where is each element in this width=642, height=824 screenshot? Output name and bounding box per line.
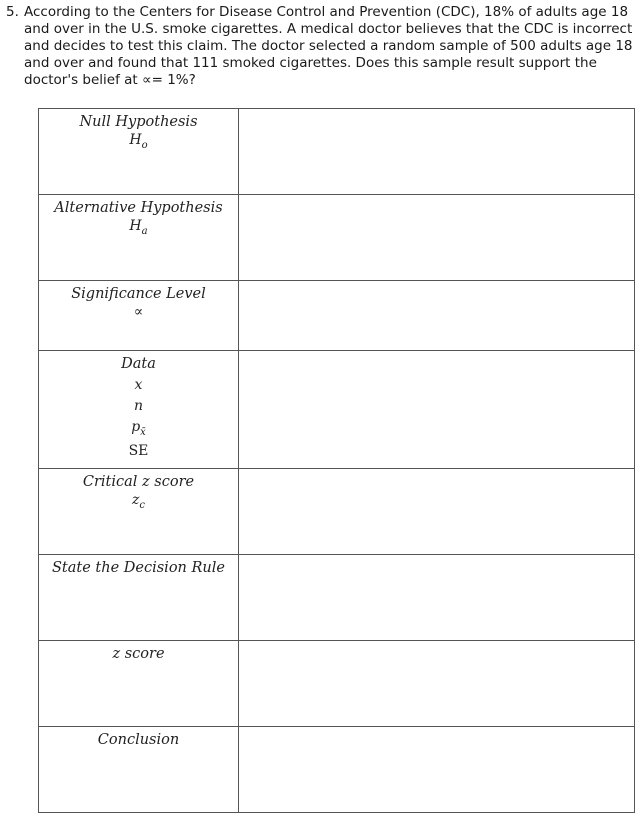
hypothesis-test-worksheet [38, 108, 635, 813]
label-cell [39, 727, 239, 813]
row-label: Null Hypothesis [79, 114, 198, 130]
answer-cell-z-score[interactable] [239, 641, 635, 727]
row-label: Conclusion [97, 732, 180, 748]
label-cell [39, 109, 239, 195]
answer-cell-significance-level[interactable] [239, 281, 635, 351]
problem-text: According to the Centers for Disease Control and Prevention (CDC), 18% of adults age 18 and over in the U.S. smoke cigarettes. A medical doctor believes that the CDC is incorrect and decides to test this claim. The doctor selected a random sample of 500 adults age 18 and over and found that 111 smoked cigarettes. Does this sample result support the doctor's belief at ∝= 1%? [24, 4, 633, 88]
answer-cell-alternative-hypothesis[interactable] [239, 195, 635, 281]
problem-number: 5. [6, 4, 19, 20]
answer-cell-data[interactable] [239, 351, 635, 469]
label-cell [39, 555, 239, 641]
n-symbol: n [133, 398, 144, 414]
row-conclusion [39, 727, 635, 813]
answer-cell-null-hypothesis[interactable] [239, 109, 635, 195]
row-label: Data [121, 356, 156, 372]
label-cell [39, 195, 239, 281]
row-label: Significance Level [71, 286, 206, 302]
label-cell [39, 469, 239, 555]
symbol-subscript: a [141, 225, 148, 237]
symbol-base: H [129, 132, 142, 148]
row-null-hypothesis [39, 109, 635, 195]
alpha-symbol: ∝ [133, 304, 144, 320]
row-label: Alternative Hypothesis [54, 200, 223, 216]
answer-cell-decision-rule[interactable] [239, 555, 635, 641]
row-data [39, 351, 635, 469]
se-symbol: SE [128, 442, 149, 459]
symbol-base: p [131, 419, 141, 435]
problem-statement [6, 4, 636, 89]
symbol-base: H [129, 218, 142, 234]
label-cell [39, 351, 239, 469]
row-label: State the Decision Rule [52, 560, 225, 576]
row-label: z score [112, 646, 165, 662]
row-significance-level [39, 281, 635, 351]
symbol-subscript: x̄ [140, 426, 146, 438]
row-label: Critical z score [82, 474, 195, 490]
answer-cell-critical-z-score[interactable] [239, 469, 635, 555]
z-critical-symbol [39, 491, 238, 515]
p-xbar-symbol [39, 418, 238, 442]
answer-cell-conclusion[interactable] [239, 727, 635, 813]
null-hypothesis-symbol [39, 131, 238, 155]
row-alternative-hypothesis [39, 195, 635, 281]
symbol-subscript: c [139, 499, 145, 511]
row-decision-rule [39, 555, 635, 641]
symbol-subscript: o [141, 139, 148, 151]
alternative-hypothesis-symbol [39, 217, 238, 241]
row-critical-z-score [39, 469, 635, 555]
x-symbol: x [134, 377, 143, 393]
label-cell [39, 281, 239, 351]
row-z-score [39, 641, 635, 727]
symbol-base: z [132, 492, 140, 508]
label-cell [39, 641, 239, 727]
